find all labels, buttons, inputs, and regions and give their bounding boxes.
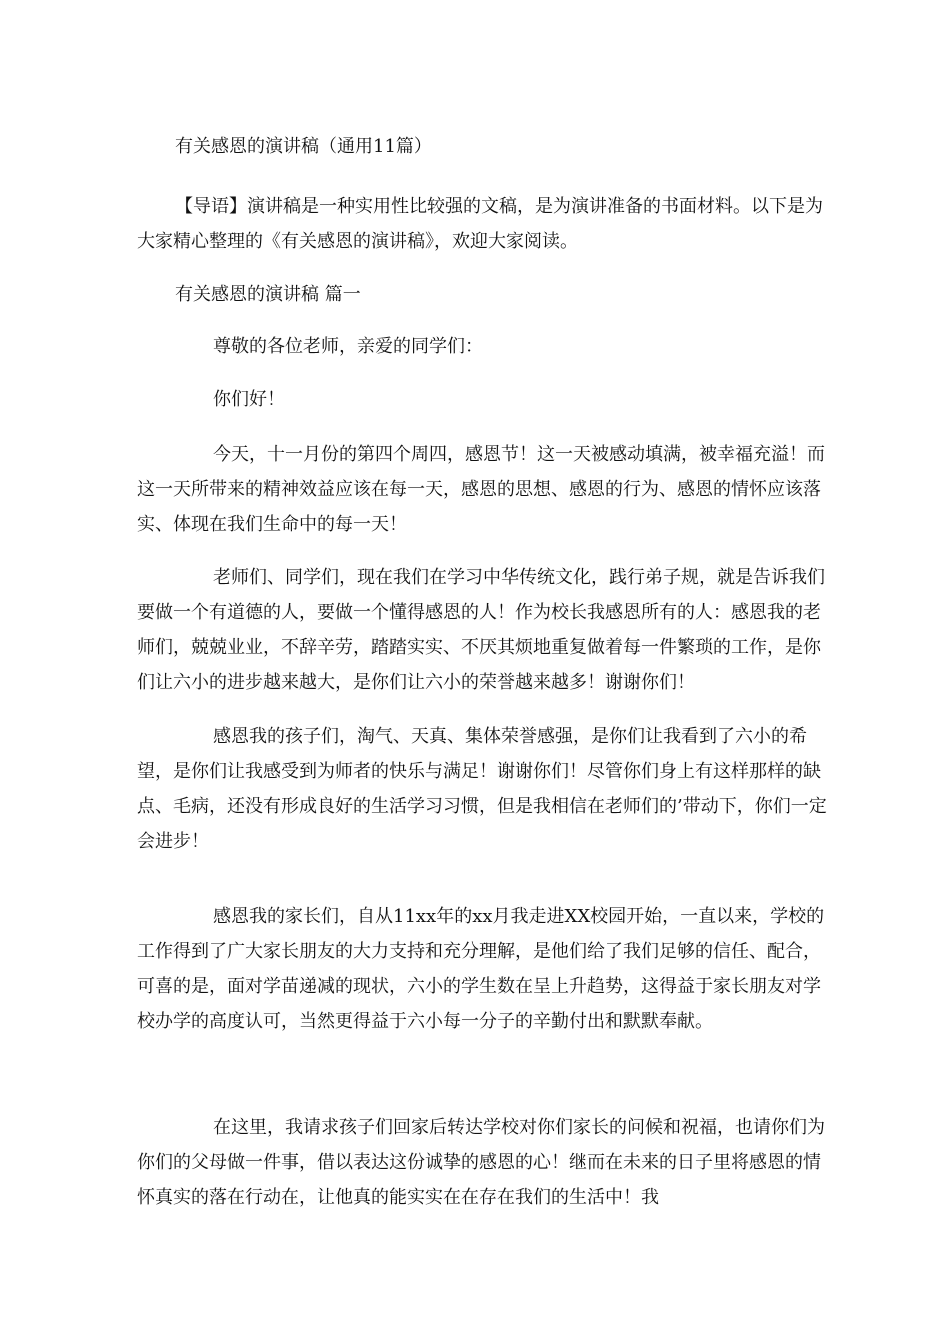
salutation-paragraph: 尊敬的各位老师，亲爱的同学们： (213, 336, 483, 357)
body-paragraph: 感恩我的家长们，自从11xx年的xx月我走进XX校园开始，一直以来，学校的工作得到了广大家长朋友的大力支持和充分理解，是他们给了我们足够的信任、配合，可喜的是，面对学苗递减的现状，六小的学生数在呈上升趋势，这得益于家长朋友对学校办学的高度认可，当然更得益于六小每一分子的辛勤付出和默默奉献。 (137, 906, 825, 1032)
greeting-paragraph: 你们好！ (213, 389, 285, 410)
body-paragraph: 在这里，我请求孩子们回家后转达学校对你们家长的问候和祝福，也请你们为你们的父母做一件事，借以表达这份诚挚的感恩的心！继而在未来的日子里将感恩的情怀真实的落在行动在，让他真的能实实在在存在我们的生活中！我 (137, 1117, 825, 1208)
body-paragraph: 感恩我的孩子们，淘气、天真、集体荣誉感强，是你们让我看到了六小的希望，是你们让我感受到为师者的快乐与满足！谢谢你们！尽管你们身上有这样那样的缺点、毛病，还没有形成良好的生活学习习惯，但是我相信在老师们的’带动下，你们一定会进步！ (137, 726, 827, 852)
body-paragraph: 老师们、同学们，现在我们在学习中华传统文化，践行弟子规，就是告诉我们要做一个有道德的人，要做一个懂得感恩的人！作为校长我感恩所有的人：感恩我的老师们，兢兢业业，不辞辛劳，踏踏实实、不厌其烦地重复做着每一件繁琐的工作，是你们让六小的进步越来越大，是你们让六小的荣誉越来越多！谢谢你们！ (137, 567, 825, 693)
section-title: 有关感恩的演讲稿 篇一 (175, 284, 361, 305)
intro-paragraph: 【导语】演讲稿是一种实用性比较强的文稿，是为演讲准备的书面材料。以下是为大家精心整理的《有关感恩的演讲稿》，欢迎大家阅读。 (137, 196, 823, 252)
document-title: 有关感恩的演讲稿（通用11篇） (175, 136, 432, 157)
body-paragraph: 今天，十一月份的第四个周四，感恩节！这一天被感动填满，被幸福充溢！而这一天所带来的精神效益应该在每一天，感恩的思想、感恩的行为、感恩的情怀应该落实、体现在我们生命中的每一天！ (137, 444, 825, 535)
